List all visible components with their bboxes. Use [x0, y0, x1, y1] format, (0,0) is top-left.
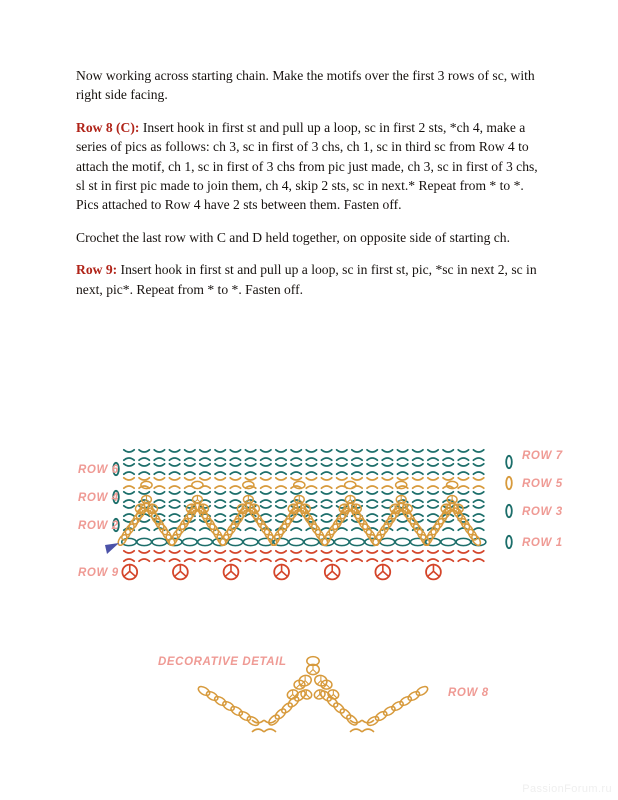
single-crochet-x-icon	[261, 478, 271, 488]
chain-stitch-icon	[345, 713, 359, 727]
single-crochet-x-icon	[306, 492, 316, 502]
single-crochet-x-icon	[321, 506, 331, 516]
paragraph-last-row-text: Crochet the last row with C and D held together, on opposite side of starting ch.	[76, 229, 510, 245]
single-crochet-x-icon	[352, 551, 362, 561]
chart-row-7	[124, 450, 484, 460]
motif-top-chain	[243, 481, 254, 488]
single-crochet-x-icon	[382, 492, 392, 502]
single-crochet-x-icon	[154, 464, 164, 474]
single-crochet-x-icon	[413, 478, 423, 488]
picot-motif-icon	[313, 680, 340, 700]
chain-stitch-icon	[441, 538, 456, 545]
crochet-stitch-diagram	[0, 320, 618, 699]
single-crochet-x-icon	[276, 551, 286, 561]
single-crochet-x-icon	[215, 478, 225, 488]
single-crochet-x-icon	[321, 551, 331, 561]
single-crochet-x-icon	[200, 551, 210, 561]
single-crochet-x-icon	[428, 492, 438, 502]
single-crochet-x-icon	[473, 520, 483, 530]
single-crochet-x-icon	[473, 506, 483, 516]
single-crochet-x-icon	[458, 478, 468, 488]
single-crochet-x-icon	[321, 478, 331, 488]
single-crochet-x-icon	[428, 478, 438, 488]
chain-stitch-icon	[293, 689, 307, 703]
main-stitch-chart-group	[78, 450, 563, 580]
single-crochet-x-icon	[458, 450, 468, 460]
picot-motif-icon	[298, 664, 329, 687]
motif-top-chain	[345, 481, 356, 488]
single-crochet-x-icon	[367, 464, 377, 474]
single-crochet-x-icon	[337, 450, 347, 460]
single-crochet-x-icon	[124, 551, 134, 561]
single-crochet-x-icon	[124, 450, 134, 460]
row-8-label: Row 8 (C):	[76, 119, 140, 135]
picot-inner-mark	[195, 496, 201, 502]
single-crochet-x-icon	[367, 478, 377, 488]
detail-sc-x-right-1	[351, 721, 362, 732]
motif-top-chain	[141, 481, 152, 488]
single-crochet-x-icon	[215, 464, 225, 474]
single-crochet-x-icon	[230, 551, 240, 561]
decorative-detail-group	[158, 656, 489, 732]
single-crochet-x-icon	[473, 478, 483, 488]
chart-label-row-5: ROW 5	[522, 478, 563, 490]
single-crochet-x-icon	[413, 551, 423, 561]
single-crochet-x-icon	[306, 464, 316, 474]
row-9-text: Insert hook in first st and pull up a loop, sc in first st, pic, *sc in next 2, sc in next, pic*. Repeat from * to *. Fasten off.	[76, 262, 537, 297]
single-crochet-x-icon	[306, 551, 316, 561]
single-crochet-x-icon	[337, 551, 347, 561]
single-crochet-x-icon	[291, 478, 301, 488]
single-crochet-x-icon	[428, 464, 438, 474]
paragraph-intro-text: Now working across starting chain. Make the motifs over the first 3 rows of sc, with right side facing.	[76, 68, 535, 103]
chart-label-row-4: ROW 4	[78, 492, 119, 504]
chain-stitch-icon	[395, 538, 410, 545]
single-crochet-x-icon	[139, 464, 149, 474]
single-crochet-x-icon	[261, 506, 271, 516]
single-crochet-x-icon	[261, 450, 271, 460]
chain-stitch-icon	[338, 707, 352, 721]
single-crochet-x-icon	[321, 464, 331, 474]
single-crochet-x-icon	[139, 478, 149, 488]
single-crochet-x-icon	[215, 492, 225, 502]
chain-stitch-icon	[304, 538, 319, 545]
single-crochet-x-icon	[443, 551, 453, 561]
single-crochet-x-icon	[276, 492, 286, 502]
single-crochet-x-icon	[215, 450, 225, 460]
row9-picot-icon	[325, 565, 340, 580]
chart-label-row-1: ROW 1	[522, 537, 563, 549]
single-crochet-x-icon	[276, 506, 286, 516]
single-crochet-x-icon	[276, 450, 286, 460]
row9-picot-icon	[274, 565, 289, 580]
chart-row-9-picots	[122, 565, 440, 580]
chain-stitch-icon	[456, 538, 471, 545]
single-crochet-x-icon	[124, 478, 134, 488]
single-crochet-x-icon	[413, 464, 423, 474]
single-crochet-x-icon	[397, 450, 407, 460]
single-crochet-x-icon	[124, 464, 134, 474]
single-crochet-x-icon	[352, 450, 362, 460]
detail-chain-arm-right-outer	[366, 685, 429, 728]
single-crochet-x-icon	[230, 492, 240, 502]
row-end-marker-row-3	[506, 505, 512, 517]
single-crochet-x-icon	[124, 492, 134, 502]
single-crochet-x-icon	[473, 450, 483, 460]
chain-stitch-icon	[183, 538, 198, 545]
single-crochet-x-icon	[276, 478, 286, 488]
chart-row-3	[124, 506, 484, 516]
picot-motif-icon	[286, 680, 313, 700]
row-end-marker-row-5	[506, 477, 512, 489]
single-crochet-x-icon	[428, 450, 438, 460]
single-crochet-x-icon	[291, 551, 301, 561]
chart-label-row-9: ROW 9	[78, 567, 119, 579]
single-crochet-x-icon	[169, 464, 179, 474]
single-crochet-x-icon	[473, 492, 483, 502]
single-crochet-x-icon	[200, 464, 210, 474]
single-crochet-x-icon	[458, 464, 468, 474]
chain-stitch-icon	[273, 707, 287, 721]
single-crochet-x-icon	[397, 551, 407, 561]
single-crochet-x-icon	[154, 478, 164, 488]
single-crochet-x-icon	[443, 450, 453, 460]
single-crochet-x-icon	[291, 464, 301, 474]
single-crochet-x-icon	[337, 464, 347, 474]
single-crochet-x-icon	[428, 551, 438, 561]
single-crochet-x-icon	[473, 551, 483, 561]
single-crochet-x-icon	[230, 450, 240, 460]
single-crochet-x-icon	[367, 492, 377, 502]
instruction-text-column	[76, 66, 546, 312]
single-crochet-x-icon	[306, 478, 316, 488]
chain-stitch-icon	[267, 713, 281, 727]
single-crochet-x-icon	[139, 551, 149, 561]
single-crochet-x-icon	[169, 450, 179, 460]
single-crochet-x-icon	[185, 450, 195, 460]
row9-picot-icon	[173, 565, 188, 580]
row-end-marker-row-1	[506, 536, 512, 548]
single-crochet-x-icon	[458, 551, 468, 561]
chain-stitch-icon	[289, 538, 304, 545]
watermark: PassionForum.ru	[522, 783, 612, 795]
start-direction-arrow-icon	[105, 543, 119, 554]
decorative-detail-row-label: ROW 8	[448, 687, 489, 699]
single-crochet-x-icon	[397, 464, 407, 474]
chain-stitch-icon	[415, 685, 429, 698]
chain-stitch-icon	[152, 538, 167, 545]
single-crochet-x-icon	[139, 520, 149, 530]
single-crochet-x-icon	[169, 506, 179, 516]
row-8-text: Insert hook in first st and pull up a loop, sc in first 2 sts, *ch 4, make a series of pics as follows: ch 3, sc in first of 3 chs, ch 1, sc in third sc from Row 4 to attach the motif, ch 1, sc in first of 3 chs from pic just made, ch 3, sc in first of 3 chs, sl st in first pic made to join them, ch 4, skip 2 sts, sc in next.* Repeat from * to *. Pics attached to Row 4 have 2 sts between them. Fasten off.	[76, 119, 538, 213]
single-crochet-x-icon	[169, 551, 179, 561]
chart-label-row-2: ROW 2	[78, 520, 119, 532]
chain-stitch-icon	[335, 538, 350, 545]
row9-picot-icon	[426, 565, 441, 580]
picot-inner-mark	[309, 665, 316, 673]
single-crochet-x-icon	[321, 450, 331, 460]
single-crochet-x-icon	[154, 551, 164, 561]
single-crochet-x-icon	[382, 464, 392, 474]
single-crochet-x-icon	[352, 464, 362, 474]
single-crochet-x-icon	[413, 506, 423, 516]
single-crochet-x-icon	[230, 478, 240, 488]
row9-picot-icon	[375, 565, 390, 580]
single-crochet-x-icon	[458, 492, 468, 502]
motif-top-chain	[192, 481, 203, 488]
single-crochet-x-icon	[261, 551, 271, 561]
picot-inner-mark	[347, 496, 353, 502]
single-crochet-x-icon	[321, 492, 331, 502]
single-crochet-x-icon	[139, 450, 149, 460]
single-crochet-x-icon	[215, 520, 225, 530]
paragraph-row-8	[76, 118, 546, 215]
chain-stitch-icon	[243, 538, 258, 545]
row-end-marker-row-7	[506, 456, 512, 468]
single-crochet-x-icon	[413, 450, 423, 460]
single-crochet-x-icon	[200, 450, 210, 460]
paragraph-intro	[76, 66, 546, 105]
single-crochet-x-icon	[245, 520, 255, 530]
single-crochet-x-icon	[124, 506, 134, 516]
chart-row-6	[124, 464, 484, 474]
single-crochet-x-icon	[154, 492, 164, 502]
single-crochet-x-icon	[169, 492, 179, 502]
single-crochet-x-icon	[413, 492, 423, 502]
detail-sc-x-left-2	[265, 721, 276, 732]
chain-stitch-icon	[350, 538, 365, 545]
single-crochet-x-icon	[367, 551, 377, 561]
chain-stitch-icon	[198, 538, 213, 545]
paragraph-last-row	[76, 228, 546, 247]
single-crochet-x-icon	[306, 450, 316, 460]
chart-label-row-3: ROW 3	[522, 506, 563, 518]
motif-top-chain	[396, 481, 407, 488]
single-crochet-x-icon	[215, 551, 225, 561]
chart-row-9-sc	[124, 551, 484, 561]
single-crochet-x-icon	[443, 464, 453, 474]
single-crochet-x-icon	[154, 450, 164, 460]
single-crochet-x-icon	[185, 551, 195, 561]
single-crochet-x-icon	[367, 506, 377, 516]
chart-label-row-6: ROW 6	[78, 464, 119, 476]
row-9-label: Row 9:	[76, 262, 118, 278]
single-crochet-x-icon	[169, 478, 179, 488]
single-crochet-x-icon	[185, 464, 195, 474]
single-crochet-x-icon	[261, 464, 271, 474]
chain-stitch-icon	[137, 538, 152, 545]
row9-picot-icon	[224, 565, 239, 580]
single-crochet-x-icon	[245, 464, 255, 474]
stitch-chart-svg	[0, 320, 618, 699]
single-crochet-x-icon	[230, 464, 240, 474]
single-crochet-x-icon	[245, 450, 255, 460]
single-crochet-x-icon	[169, 520, 179, 530]
single-crochet-x-icon	[261, 492, 271, 502]
single-crochet-x-icon	[382, 450, 392, 460]
single-crochet-x-icon	[397, 520, 407, 530]
decorative-detail-title: DECORATIVE DETAIL	[158, 656, 287, 668]
paragraph-row-9	[76, 260, 546, 299]
single-crochet-x-icon	[428, 506, 438, 516]
single-crochet-x-icon	[245, 551, 255, 561]
chart-label-row-7: ROW 7	[522, 450, 563, 462]
single-crochet-x-icon	[276, 464, 286, 474]
single-crochet-x-icon	[352, 478, 362, 488]
detail-chain-arm-left-outer	[197, 685, 260, 728]
chain-stitch-icon	[332, 701, 346, 715]
single-crochet-x-icon	[382, 478, 392, 488]
chain-stitch-icon	[319, 689, 333, 703]
single-crochet-x-icon	[382, 551, 392, 561]
row9-picot-icon	[122, 565, 137, 580]
chain-stitch-icon	[228, 538, 243, 545]
chain-stitch-icon	[280, 701, 294, 715]
chain-stitch-icon	[380, 538, 395, 545]
decorative-detail-motif	[286, 657, 340, 701]
single-crochet-x-icon	[367, 450, 377, 460]
single-crochet-x-icon	[215, 506, 225, 516]
single-crochet-x-icon	[291, 450, 301, 460]
single-crochet-x-icon	[473, 464, 483, 474]
